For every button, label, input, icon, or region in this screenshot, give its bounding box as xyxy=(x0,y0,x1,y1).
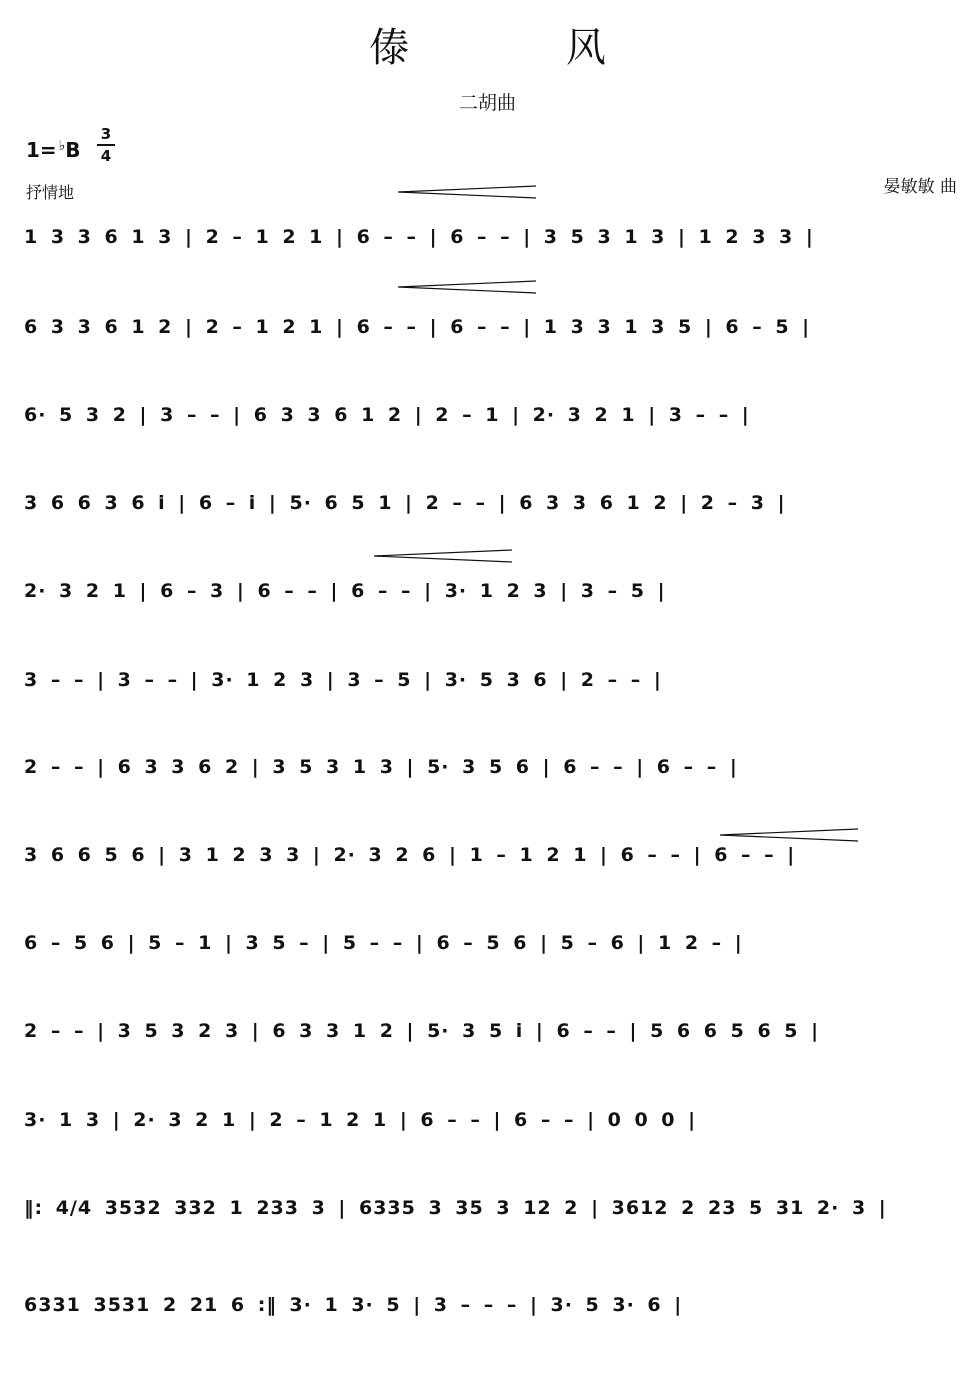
notation-text: 2 – – | 3 5 3 2 3 | 6 3 3 1 2 | 5· 3 5 i | 6 – – | 5 6 6 5 6 5 | xyxy=(24,1020,820,1042)
meter-top: 3 xyxy=(100,125,112,143)
key-signature xyxy=(26,138,81,162)
notation-text: 3 – – | 3 – – | 3· 1 2 3 | 3 – 5 | 3· 5 3 6 | 2 – – | xyxy=(24,669,662,691)
notation-text: ‖: 4/4 3532 332 1 233 3 | 6335 3 35 3 12 2 | 3612 2 23 5 31 2· 3 | xyxy=(24,1197,887,1219)
notation-text: 3· 1 3 | 2· 3 2 1 | 2 – 1 2 1 | 6 – – | 6 – – | 0 0 0 | xyxy=(24,1109,697,1131)
notation-text: 6 3 3 6 1 2 | 2 – 1 2 1 | 6 – – | 6 – – | 1 3 3 1 3 5 | 6 – 5 | xyxy=(24,316,811,338)
subtitle: 二胡曲 xyxy=(458,92,516,114)
crescendo-hairpin xyxy=(398,280,538,294)
crescendo-hairpin xyxy=(398,185,538,199)
key-note: B xyxy=(65,138,81,162)
meter-bottom: 4 xyxy=(97,144,115,166)
score-line xyxy=(20,390,965,450)
score-line xyxy=(20,1095,965,1155)
score-line xyxy=(20,1280,965,1340)
notation-text: 2 – – | 6 3 3 6 2 | 3 5 3 1 3 | 5· 3 5 6 | 6 – – | 6 – – | xyxy=(24,756,738,778)
notation-text: 2· 3 2 1 | 6 – 3 | 6 – – | 6 – – | 3· 1 2 3 | 3 – 5 | xyxy=(24,580,666,602)
crescendo-hairpin xyxy=(374,549,514,563)
score-line xyxy=(20,918,965,978)
notation-text: 1 3 3 6 1 3 | 2 – 1 2 1 | 6 – – | 6 – – | 3 5 3 1 3 | 1 2 3 3 | xyxy=(24,226,814,248)
flat-sign: ♭ xyxy=(58,138,66,154)
score-line xyxy=(20,655,965,715)
notation-text: 6 – 5 6 | 5 – 1 | 3 5 – | 5 – – | 6 – 5 6 | 5 – 6 | 1 2 – | xyxy=(24,932,743,954)
score-line xyxy=(20,478,965,538)
score-line xyxy=(20,302,965,362)
key-label: 1= xyxy=(26,138,57,162)
score-line xyxy=(20,1006,965,1066)
tempo-marking: 抒情地 xyxy=(26,183,75,202)
notation-text: 6· 5 3 2 | 3 – – | 6 3 3 6 1 2 | 2 – 1 | 2· 3 2 1 | 3 – – | xyxy=(24,404,750,426)
notation-text: 3 6 6 3 6 i | 6 – i | 5· 6 5 1 | 2 – – | 6 3 3 6 1 2 | 2 – 3 | xyxy=(24,492,786,514)
page-title: 傣 风 xyxy=(369,25,678,71)
score-line xyxy=(20,1183,965,1243)
composer-credit: 晏敏敏 曲 xyxy=(883,177,957,197)
score-line xyxy=(20,742,965,802)
score-line xyxy=(20,566,965,626)
score-line xyxy=(20,212,965,272)
crescendo-hairpin xyxy=(720,828,860,842)
notation-text: 3 6 6 5 6 | 3 1 2 3 3 | 2· 3 2 6 | 1 – 1 2 1 | 6 – – | 6 – – | xyxy=(24,844,796,866)
time-signature xyxy=(97,124,115,166)
notation-text: 6331 3531 2 21 6 :‖ 3· 1 3· 5 | 3 – – – | 3· 5 3· 6 | xyxy=(24,1294,683,1316)
